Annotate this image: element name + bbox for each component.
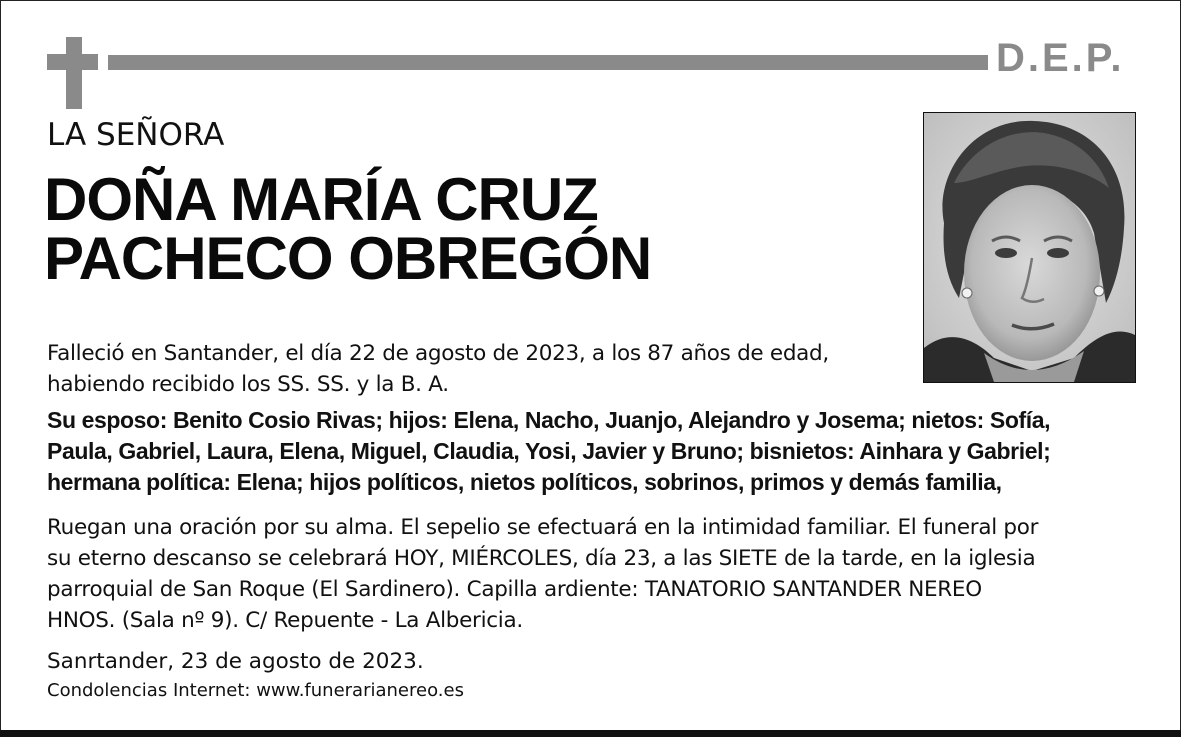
- condolences-link[interactable]: Condolencias Internet: www.funerarianereo.es: [47, 680, 464, 701]
- death-statement: [47, 338, 917, 400]
- family-list: [47, 405, 1157, 498]
- family-line-2: Paula, Gabriel, Laura, Elena, Miguel, Claudia, Yosi, Javier y Bruno; bisnietos: Ainhara y Gabriel;: [47, 438, 1051, 464]
- dep-label: D.E.P.: [996, 36, 1125, 80]
- cross-icon-bar: [47, 54, 98, 70]
- service-line-4: HNOS. (Sala nº 9). C/ Repuente - La Albericia.: [47, 608, 523, 633]
- portrait-photo: [923, 112, 1136, 383]
- service-line-3: parroquial de San Roque (El Sardinero). Capilla ardiente: TANATORIO SANTANDER NEREO: [47, 577, 982, 602]
- bottom-border: [0, 730, 1181, 737]
- service-details: [47, 512, 1147, 636]
- place-date: Sanrtander, 23 de agosto de 2023.: [47, 649, 424, 674]
- service-line-2: su eterno descanso se celebrará HOY, MIÉRCOLES, día 23, a las SIETE de la tarde, en la iglesia: [47, 546, 1036, 571]
- service-line-1: Ruegan una oración por su alma. El sepelio se efectuará en la intimidad familiar. El funeral por: [47, 515, 1039, 540]
- title-prefix: LA SEÑORA: [47, 117, 225, 153]
- family-line-3: hermana política: Elena; hijos políticos, nietos políticos, sobrinos, primos y demás familia,: [47, 469, 1002, 495]
- name-line-2: PACHECO OBREGÓN: [44, 225, 652, 292]
- header-rule: [108, 55, 988, 70]
- family-line-1: Su esposo: Benito Cosio Rivas; hijos: Elena, Nacho, Juanjo, Alejandro y Josema; nietos: Sofía,: [47, 407, 1051, 433]
- portrait-image: [924, 113, 1135, 382]
- cross-icon: [66, 37, 82, 109]
- death-line-2: habiendo recibido los SS. SS. y la B. A.: [47, 372, 449, 397]
- name-line-1: DOÑA MARÍA CRUZ: [44, 166, 598, 233]
- deceased-name: [44, 166, 652, 292]
- death-line-1: Falleció en Santander, el día 22 de agosto de 2023, a los 87 años de edad,: [47, 341, 829, 366]
